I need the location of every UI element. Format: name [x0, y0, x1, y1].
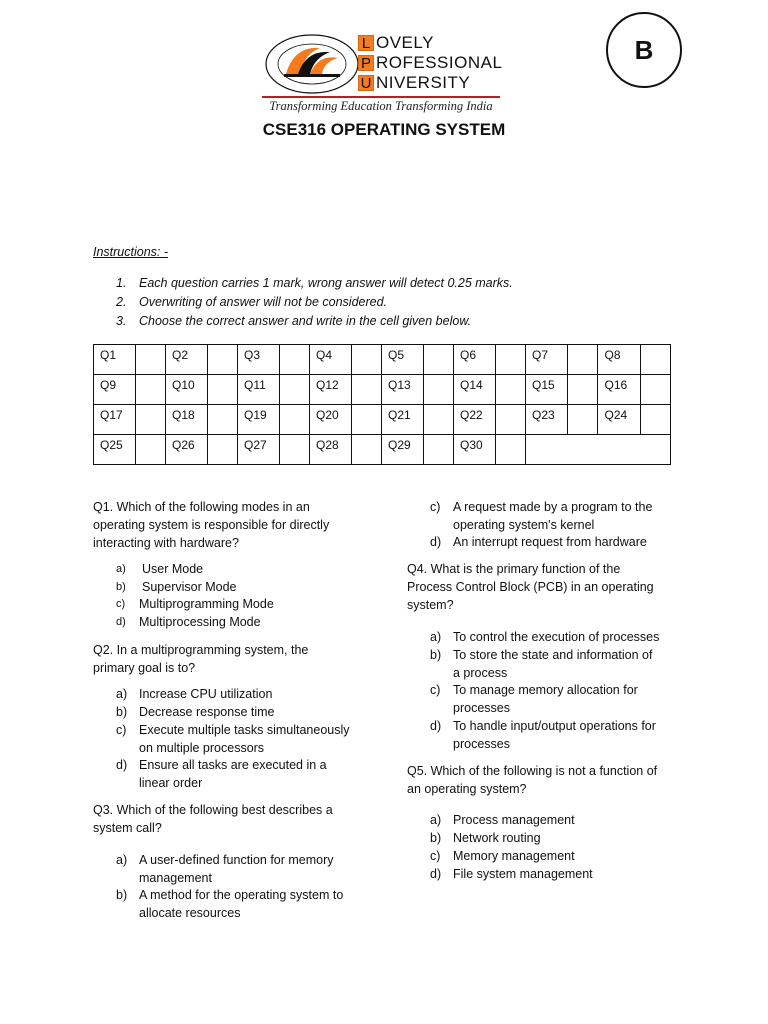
course-title: CSE316 OPERATING SYSTEM — [262, 120, 506, 139]
option-q4-b: b) To store the state and information of a process — [430, 648, 653, 680]
option-q4-d: d) To handle input/output operations for processes — [430, 719, 656, 751]
answer-cell[interactable] — [568, 405, 598, 435]
question-label: Q27 — [238, 435, 280, 465]
answer-cell[interactable] — [496, 345, 526, 375]
answer-cell[interactable] — [352, 375, 382, 405]
question-label: Q11 — [238, 375, 280, 405]
answer-grid-row — [94, 345, 671, 375]
answer-cell[interactable] — [280, 345, 310, 375]
answer-cell[interactable] — [208, 435, 238, 465]
answer-cell[interactable] — [424, 405, 454, 435]
answer-cell[interactable] — [280, 405, 310, 435]
question-label: Q20 — [310, 405, 352, 435]
question-label: Q5 — [382, 345, 424, 375]
instructions-heading: Instructions: - — [93, 245, 169, 259]
answer-cell[interactable] — [568, 345, 598, 375]
answer-cell[interactable] — [352, 405, 382, 435]
answer-cell[interactable] — [640, 405, 670, 435]
question-label: Q6 — [454, 345, 496, 375]
question-label: Q2 — [166, 345, 208, 375]
question-label: Q12 — [310, 375, 352, 405]
question-label: Q29 — [382, 435, 424, 465]
answer-cell[interactable] — [208, 345, 238, 375]
answer-cell[interactable] — [640, 375, 670, 405]
instruction-item: 1. Each question carries 1 mark, wrong answer will detect 0.25 marks. — [116, 276, 513, 290]
question-label: Q21 — [382, 405, 424, 435]
question-label: Q30 — [454, 435, 496, 465]
answer-cell[interactable] — [568, 375, 598, 405]
answer-cell[interactable] — [352, 435, 382, 465]
instruction-item: 3. Choose the correct answer and write in the cell given below. — [116, 314, 472, 328]
logo-divider — [262, 96, 500, 98]
question-label: Q19 — [238, 405, 280, 435]
option-q3-a: a) A user-defined function for memory management — [116, 853, 334, 885]
logo-line-professional: P ROFESSIONAL — [358, 54, 502, 72]
university-seal-icon — [264, 34, 360, 94]
answer-cell[interactable] — [136, 375, 166, 405]
answer-grid-row — [94, 435, 671, 465]
question-label: Q25 — [94, 435, 136, 465]
answer-cell[interactable] — [424, 345, 454, 375]
question-label: Q15 — [526, 375, 568, 405]
answer-grid-row — [94, 405, 671, 435]
answer-cell[interactable] — [136, 435, 166, 465]
question-label: Q13 — [382, 375, 424, 405]
question-label: Q14 — [454, 375, 496, 405]
question-q1: Q1. Which of the following modes in an operating system is responsible for directly interacting with hardware? — [93, 500, 330, 550]
question-q3: Q3. Which of the following best describes a system call? — [93, 803, 333, 835]
option-q4-c: c) To manage memory allocation for processes — [430, 683, 638, 715]
answer-cell[interactable] — [496, 435, 526, 465]
answer-cell[interactable] — [424, 435, 454, 465]
answer-cell[interactable] — [496, 405, 526, 435]
answer-cell[interactable] — [640, 345, 670, 375]
question-label: Q10 — [166, 375, 208, 405]
university-logo — [262, 30, 503, 94]
empty-grid-cell — [526, 435, 671, 465]
question-q2: Q2. In a multiprogramming system, the primary goal is to? — [93, 643, 309, 675]
question-label: Q7 — [526, 345, 568, 375]
answer-cell[interactable] — [208, 405, 238, 435]
option-q3-c: c) A request made by a program to the operating system's kernel — [430, 500, 653, 532]
question-label: Q4 — [310, 345, 352, 375]
answer-cell[interactable] — [136, 405, 166, 435]
logo-line-lovely: L OVELY — [358, 34, 434, 52]
answer-grid-row — [94, 375, 671, 405]
question-label: Q26 — [166, 435, 208, 465]
option-q2-d: d) Ensure all tasks are executed in a linear order — [116, 758, 327, 790]
answer-cell[interactable] — [496, 375, 526, 405]
paper-set-badge: B — [606, 12, 682, 88]
instruction-item: 2. Overwriting of answer will not be considered. — [116, 295, 388, 309]
question-label: Q23 — [526, 405, 568, 435]
answer-grid — [93, 344, 671, 465]
question-label: Q9 — [94, 375, 136, 405]
question-label: Q18 — [166, 405, 208, 435]
question-label: Q28 — [310, 435, 352, 465]
question-label: Q22 — [454, 405, 496, 435]
answer-cell[interactable] — [424, 375, 454, 405]
question-label: Q1 — [94, 345, 136, 375]
answer-cell[interactable] — [280, 375, 310, 405]
answer-cell[interactable] — [136, 345, 166, 375]
answer-cell[interactable] — [208, 375, 238, 405]
answer-cell[interactable] — [280, 435, 310, 465]
question-label: Q3 — [238, 345, 280, 375]
logo-line-university: U NIVERSITY — [358, 74, 470, 92]
option-q3-b: b) A method for the operating system to allocate resources — [116, 888, 344, 920]
question-label: Q16 — [598, 375, 640, 405]
question-q4: Q4. What is the primary function of the Process Control Block (PCB) in an operating system? — [407, 562, 654, 612]
option-q2-c: c) Execute multiple tasks simultaneously on multiple processors — [116, 723, 350, 755]
question-label: Q17 — [94, 405, 136, 435]
university-tagline: Transforming Education Transforming India — [269, 99, 493, 113]
question-label: Q24 — [598, 405, 640, 435]
question-label: Q8 — [598, 345, 640, 375]
answer-cell[interactable] — [352, 345, 382, 375]
question-q5: Q5. Which of the following is not a function of an operating system? — [407, 764, 658, 796]
